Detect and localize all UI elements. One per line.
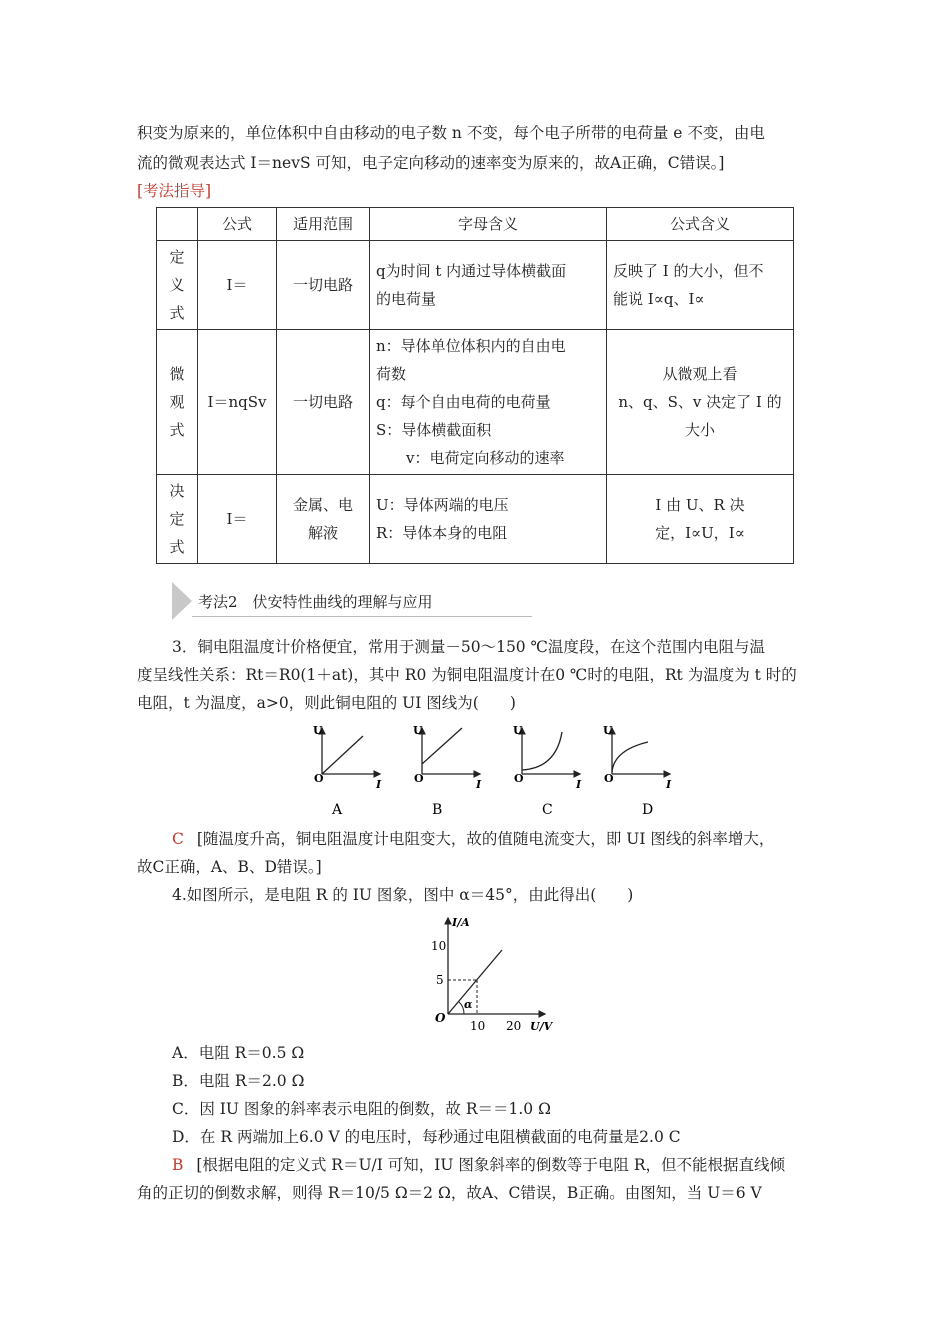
intro-line-2: 流的微观表达式 I＝nevS 可知，电子定向移动的速率变为原来的，故A正确，C错误。] — [137, 154, 725, 172]
header-cell: 字母含义 — [370, 208, 607, 241]
answer-letter: C — [172, 830, 184, 848]
q3-line-3: 电阻，t 为温度，a>0，则此铜电阻的 UI 图线为( ) — [137, 694, 516, 712]
graph-label: D — [642, 802, 654, 818]
header-cell — [157, 208, 198, 241]
graph-a — [313, 724, 382, 818]
iu-line — [448, 950, 502, 1014]
origin-label: O — [514, 772, 524, 785]
guide-label: [考法指导] — [137, 182, 212, 200]
axis-x-label: I — [376, 778, 382, 791]
origin-label: O — [435, 1011, 446, 1025]
option-a: A．电阻 R＝0.5 Ω — [172, 1044, 305, 1062]
q3-line-2: 度呈线性关系：Rt＝R0(1＋at)，其中 R0 为铜电阻温度计在0 ℃时的电阻，Rt 为温度为 t 时的 — [137, 666, 797, 684]
formula-table — [156, 207, 794, 564]
origin-label: O — [414, 772, 424, 785]
option-d: D．在 R 两端加上6.0 V 的电压时，每秒通过电阻横截面的电荷量是2.0 C — [172, 1128, 681, 1146]
axis-y-label: U — [513, 724, 523, 737]
option-b: B．电阻 R＝2.0 Ω — [172, 1072, 305, 1090]
formula-cell: I＝ — [198, 241, 277, 330]
scope-cell: 一切电路 — [277, 241, 370, 330]
x-tick: 10 — [470, 1019, 486, 1033]
curve-c — [522, 732, 562, 770]
table-row — [157, 330, 794, 475]
graph-label: A — [332, 802, 343, 818]
implication-cell: 反映了 I 的大小，但不 能说 I∝q、I∝ — [607, 241, 794, 330]
header-cell: 公式 — [198, 208, 277, 241]
graph-label: C — [542, 802, 553, 818]
formula-cell: I＝ — [198, 475, 277, 564]
q3-line-1: 3．铜电阻温度计价格便宜，常用于测量－50～150 ℃温度段，在这个范围内电阻与温 — [172, 638, 765, 656]
axis-y-label: U — [313, 724, 323, 737]
curve-b — [422, 728, 462, 764]
curve-a — [322, 736, 363, 774]
implication-cell: 从微观上看 n、q、S、v 决定了 I 的 大小 — [607, 330, 794, 475]
header-cell: 适用范围 — [277, 208, 370, 241]
graph-d — [603, 724, 672, 818]
answer-3-line-2: 故C正确，A、B、D错误。] — [137, 858, 322, 876]
table-row — [157, 241, 794, 330]
section-title: 考法2 伏安特性曲线的理解与应用 — [198, 593, 433, 611]
iu-graph — [420, 910, 570, 1035]
axis-x-label: I — [476, 778, 482, 791]
axis-y-label: U — [413, 724, 423, 737]
scope-cell: 一切电路 — [277, 330, 370, 475]
origin-label: O — [314, 772, 324, 785]
row-name: 定 义 式 — [157, 241, 198, 330]
x-axis-label: U/V — [530, 1020, 553, 1033]
x-tick: 20 — [506, 1019, 522, 1033]
ui-graphs — [300, 720, 680, 820]
formula-cell: I＝nqSv — [198, 330, 277, 475]
origin-label: O — [604, 772, 614, 785]
intro-line-1: 积变为原来的，单位体积中自由移动的电子数 n 不变，每个电子所带的电荷量 e 不变，由电 — [137, 124, 765, 142]
graph-b — [413, 724, 482, 818]
meaning-cell: q为时间 t 内通过导体横截面 的电荷量 — [370, 241, 607, 330]
axis-y-label: U — [603, 724, 613, 737]
answer-3-line-1: C [随温度升高，铜电阻温度计电阻变大，故的值随电流变大，即 UI 图线的斜率增大， — [172, 830, 775, 848]
curve-d — [612, 742, 648, 772]
section-marker-icon — [172, 582, 192, 620]
y-tick: 10 — [431, 939, 447, 953]
q4-stem: 4.如图所示，是电阻 R 的 IU 图象，图中 α＝45°，由此得出( ) — [172, 886, 634, 904]
table-row — [157, 475, 794, 564]
answer-letter: B — [172, 1156, 184, 1174]
section-heading — [172, 582, 532, 620]
meaning-cell: U：导体两端的电压 R：导体本身的电阻 — [370, 475, 607, 564]
axis-x-label: I — [666, 778, 672, 791]
axis-x-label: I — [576, 778, 582, 791]
y-tick: 5 — [436, 973, 444, 987]
row-name: 决 定 式 — [157, 475, 198, 564]
answer-4-line-2: 角的正切的倒数求解，则得 R＝10/5 Ω＝2 Ω，故A、C错误，B正确。由图知，当 U＝6 V — [137, 1184, 762, 1202]
table-header-row — [157, 208, 794, 241]
scope-cell: 金属、电 解液 — [277, 475, 370, 564]
header-cell: 公式含义 — [607, 208, 794, 241]
answer-4-line-1: B [根据电阻的定义式 R＝U/I 可知，IU 图象斜率的倒数等于电阻 R，但不能根据直线倾 — [172, 1156, 786, 1174]
angle-label: α — [464, 998, 473, 1011]
graph-c — [513, 724, 582, 818]
graph-label: B — [432, 802, 443, 818]
row-name: 微 观 式 — [157, 330, 198, 475]
meaning-cell: n：导体单位体积内的自由电 荷数 q：每个自由电荷的电荷量 S：导体横截面积 v：电荷定向移动的速率 — [370, 330, 607, 475]
y-axis-label: I/A — [452, 916, 470, 929]
implication-cell: I 由 U、R 决 定，I∝U，I∝ — [607, 475, 794, 564]
option-c: C．因 IU 图象的斜率表示电阻的倒数，故 R＝＝1.0 Ω — [172, 1100, 551, 1118]
